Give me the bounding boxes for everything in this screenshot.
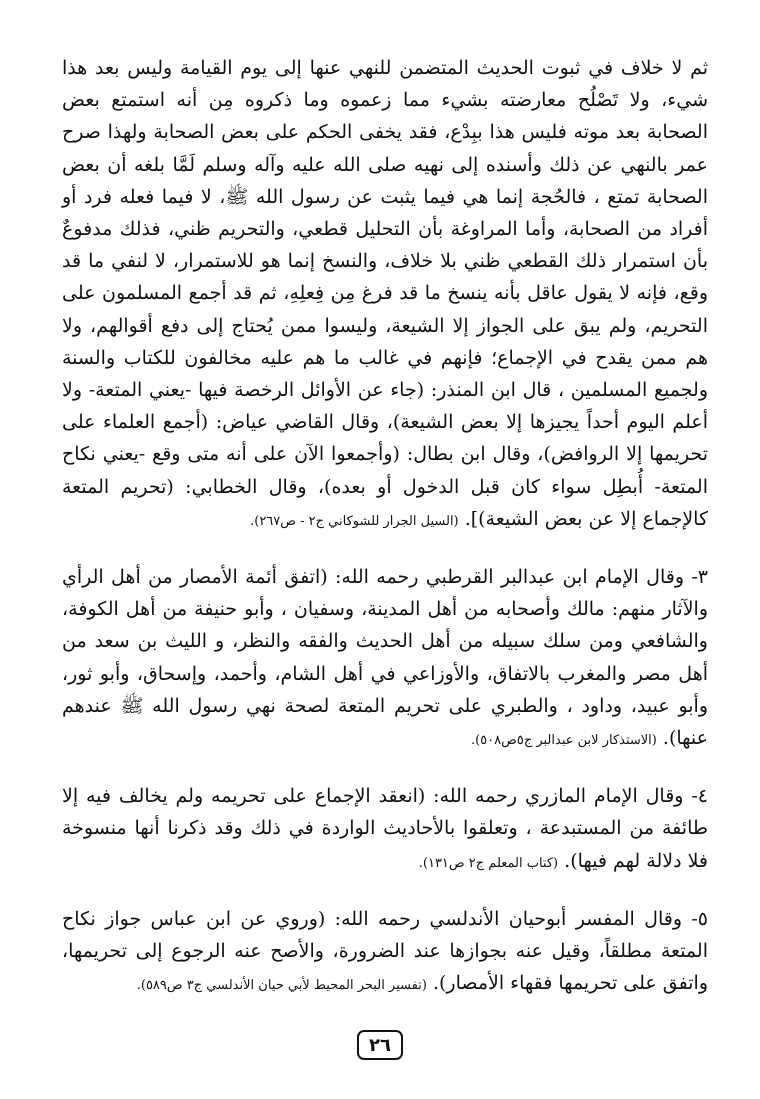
paragraph-2-citation: (الاستذكار لابن عبدالبر ج٥ص٥٠٨). <box>470 733 657 749</box>
paragraph-1 <box>62 52 708 535</box>
page-body <box>62 52 708 999</box>
paragraph-3-citation: (كتاب المعلم ج٢ ص١٣١). <box>418 855 559 871</box>
paragraph-1-citation: (السيل الجرار للشوكاني ج٢ - ص٢٦٧). <box>250 513 459 529</box>
paragraph-4-text: ٥- وقال المفسر أبوحيان الأندلسي رحمه الله: (وروي عن ابن عباس جواز نكاح المتعة مطلقاً، وقيل عنه بجوازها عند الضرورة، والأصح عنه الرجوع إلى تحريمها، واتفق على تحريمها فقهاء الأمصار). <box>62 907 708 995</box>
page-number: ٢٦ <box>357 1030 403 1060</box>
paragraph-3-text: ٤- وقال الإمام المازري رحمه الله: (انعقد الإجماع على تحريمه ولم يخالف فيه إلا طائفة من المستبدعة ، وتعلقوا بالأحاديث الواردة في ذلك وقد ذكرنا أنها منسوخة فلا دلالة لهم فيها). <box>62 785 708 872</box>
paragraph-4 <box>62 903 708 1000</box>
paragraph-4-citation: (تفسير البحر المحيط لأبي حيان الأندلسي ج٣ ص٥٨٩). <box>136 978 427 994</box>
paragraph-3 <box>62 780 708 877</box>
paragraph-2-text: ٣- وقال الإمام ابن عبدالبر القرطبي رحمه الله: (اتفق أئمة الأمصار من أهل الرأي والآثار منهم: مالك وأصحابه من أهل المدينة، وسفيان ، وأبو حنيفة من أهل الكوفة، والشافعي ومن سلك سبيله من أهل الحديث والفقه والنظر، و الليث بن سعد من أهل مصر والمغرب بالاتفاق، والأوزاعي في أهل الشام، وأحمد، وإسحاق، وأبو ثور، وأبو عبيد، وداود ، والطبري على تحريم المتعة لصحة نهي رسول الله ﷺ عندهم عنها). <box>62 566 708 750</box>
paragraph-1-text: ثم لا خلاف في ثبوت الحديث المتضمن للنهي عنها إلى يوم القيامة وليس بعد هذا شيء، ولا تَصْلُح معارضته بشيء مما زعموه وما ذكروه مِن أنه استمتع بعض الصحابة بعد موته فليس هذا ببِدْع، فقد يخفى الحكم على بعض الصحابة ولهذا صرح عمر بالنهي عن ذلك وأسنده إلى نهيه صلى الله عليه وآله وسلم لَمَّا بلغه أن بعض الصحابة تمتع ، فالحُجة إنما هي فيما يثبت عن رسول الله ﷺ، لا فيما فعله فرد أو أفراد من الصحابة، وأما المراوغة بأن التحليل قطعي، والتحريم ظني، فذلك مدفوعٌ بأن استمرار ذلك القطعي ظني بلا خلاف، والنسخ إنما هو للاستمرار، لا لنفي ما قد وقع، فإنه لا يقول عاقل بأنه ينسخ ما قد فرغ مِن فِعلِهِ، ثم قد أجمع المسلمون على التحريم، ولم يبق على الجواز إلا الشيعة، وليسوا ممن يُحتاج إلى دفع أقوالهم، ولا هم ممن يقدح في الإجماع؛ فإنهم في غالب ما هم عليه مخالفون للكتاب والسنة ولجميع المسلمين ، قال ابن المنذر: (جاء عن الأوائل الرخصة فيها -يعني المتعة- ولا أعلم اليوم أحداً يجيزها إلا بعض الشيعة)، وقال القاضي عياض: (أجمع العلماء على تحريمها إلا الروافض)، وقال ابن بطال: (وأجمعوا الآن على أنه متى وقع -يعني نكاح المتعة- أُبطِل سواء كان قبل الدخول أو بعده)، وقال الخطابي: (تحريم المتعة كالإجماع إلا عن بعض الشيعة)]. <box>62 57 708 530</box>
paragraph-2 <box>62 561 708 754</box>
